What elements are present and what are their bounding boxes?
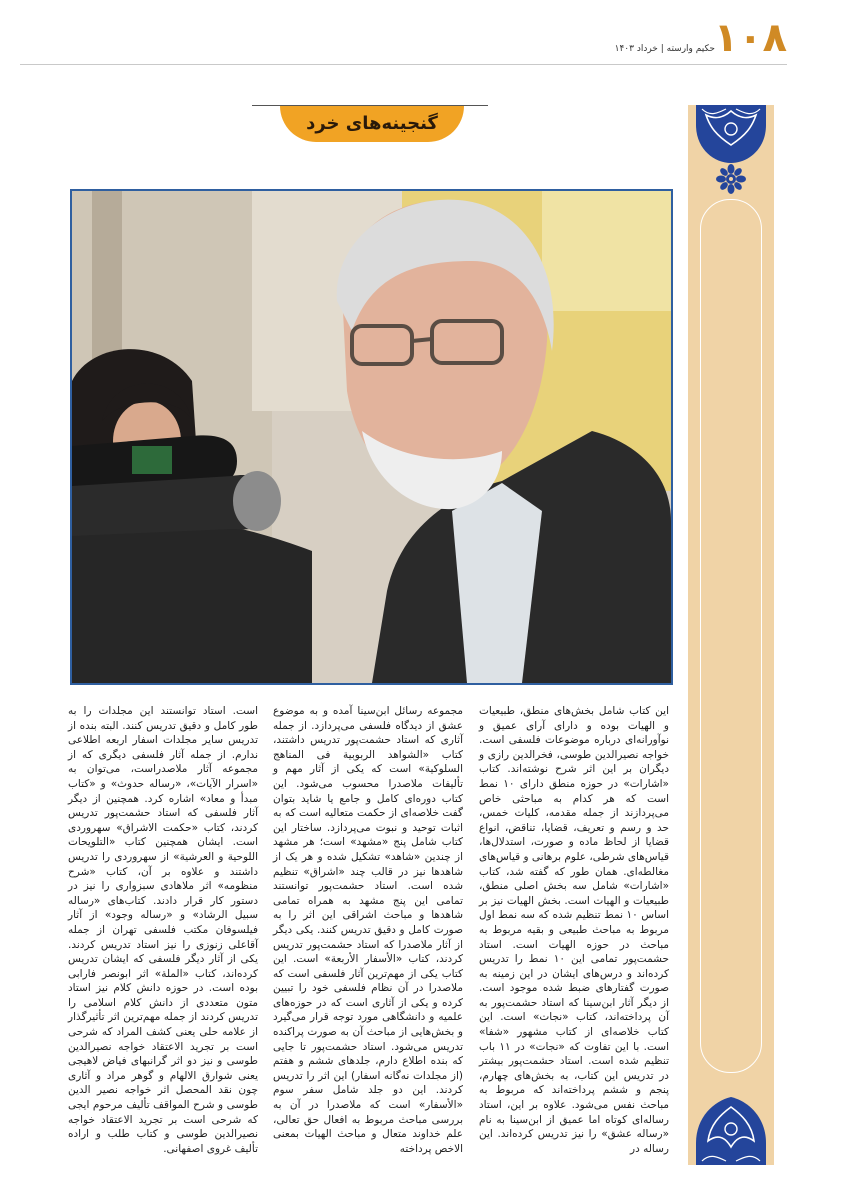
arabesque-ornament-icon (696, 105, 766, 165)
strip-frame (700, 199, 762, 1073)
ornamental-side-strip (688, 105, 774, 1165)
section-title: گنجینه‌های خرد (280, 106, 464, 142)
rosette-icon (715, 163, 747, 195)
article-column-right (479, 704, 669, 1155)
article-photo (70, 189, 673, 685)
magazine-info: حکیم وارسته | خرداد ۱۴۰۳ (614, 44, 715, 54)
arabesque-ornament-icon (696, 1095, 766, 1165)
article-paragraph: است. استاد توانستند این مجلدات را به طور کامل و دقیق تدریس کنند. البته بنده از تدریس سایر مجلدات اسفار اربعه اطلاعی ندارم. از جمله آثار فلسفی دیگری که از مجموعه آثار ملاصدراست، می‌توان به «اسرار الآیات»، «رساله حدوث» و «کتاب مبدأ و معاد» اشاره کرد. همچنین از دیگر آثار فلسفی که استاد حشمت‌پور تدریس کردند، کتاب «حکمت الاشراق» سهروردی است. ایشان همچنین کتاب «التلویحات اللوحیة و العرشیة» از سهروردی را تدریس داشتند و علاوه بر آن، کتاب «شرح منظومه» اثر ملاهادی سبزواری را نیز در دستور کار قرار دادند. کتاب‌های «رساله سبیل الرشاد» و «رساله وجود» از آثار فیلسوفان مکتب فلسفی تهران از جمله آقاعلی زنوزی را نیز استاد تدریس کردند. یکی از آثار دیگر فلسفی که ایشان تدریس کرده‌اند، کتاب «الملة» اثر ابونصر فارابی بوده است. در حوزه دانش کلام نیز استاد متون متعددی از دانش کلام اسلامی را تدریس کردند از جمله مهم‌ترین اثر تأثیرگذار از علامه حلی یعنی کشف المراد که شرحی است بر تجرید الاعتقاد خواجه نصیرالدین طوسی و نیز دو اثر گرانبهای فیاض لاهیجی یعنی شوارق الالهام و گوهر مراد و آثاری چون نقد المحصل اثر خواجه نصیر الدین طوسی و شرح المواقف تألیف مرحوم ایجی که شرحی است بر تجرید الاعتقاد خواجه نصیرالدین طوسی و کتاب طلب و اراده تألیف غروی اصفهانی. (68, 705, 258, 1155)
photo-illustration (72, 191, 671, 683)
article-paragraph: مجموعه رسائل ابن‌سینا آمده و به موضوع عشق از دیدگاه فلسفی می‌پردازد. از جمله آثاری که استاد حشمت‌پور تدریس داشتند، کتاب «الشواهد الربوبیة فی المناهج السلوکیة» است که یکی از آثار مهم و تألیفات ملاصدرا محسوب می‌شود. این کتاب دوره‌ای کامل و جامع یا شاید بتوان گفت خلاصه‌ای از حکمت متعالیه است که به اثبات توحید و نبوت می‌پردازد. ساختار این کتاب شامل پنج «مشهد» است؛ هر مشهد از چندین «شاهد» تشکیل شده و هر یک از شاهدها نیز در قالب چند «اشراق» تنظیم شده است. استاد حشمت‌پور توانستند تمامی این پنج مشهد به همراه تمامی شاهدها و مباحث اشراقی این اثر را به صورت کامل و دقیق تدریس کنند. یکی دیگر از آثار ملاصدرا که استاد حشمت‌پور تدریس کردند، کتاب «الأسفار الأربعة» است. این کتاب یکی از مهم‌ترین آثار فلسفی است که ملاصدرا در آن نظام فلسفی خود را تبیین کرده و یکی از آثاری است که در حوزه‌های علمیه و دانشگاهی مورد توجه قرار می‌گیرد و بخش‌هایی از مباحث آن به صورت پراکنده تدریس می‌شود. استاد حشمت‌پور تا جایی که بنده اطلاع دارم، جلدهای ششم و هفتم (از مجلدات نه‌گانه اسفار) این اثر را تدریس کردند. این دو جلد شامل سفر سوم «الأسفار» است که ملاصدرا در آن به بررسی مباحث مربوط به افعال حق تعالی، علم خداوند متعال و مباحث الهیات بمعنی الاخص پرداخته (273, 705, 463, 1155)
header-divider (20, 64, 787, 65)
article-paragraph: این کتاب شامل بخش‌های منطق، طبیعیات و الهیات بوده و دارای آرای عمیق و نوآورانه‌ای درباره موضوعات فلسفی است. خواجه نصیرالدین طوسی، فخرالدین رازی و دیگران بر این اثر شرح نوشته‌اند. کتاب «اشارات» در حوزه منطق دارای ۱۰ نمط است که هر کدام به مباحثی خاص می‌پردازند از جمله مقدمه، کلیات خمس، حد و رسم و تعریف، قضایا، تناقض، انواع قضایا از لحاظ ماده و صورت، استدلال‌ها، قیاس‌های شرطی، علوم برهانی و قیاس‌های مغالطه‌ای. همان طور که گفته شد، کتاب «اشارات» شامل سه بخش اصلی منطق، طبیعیات و الهیات است. بخش الهیات نیز بر اساس ۱۰ نمط تنظیم شده که سه نمط اول مربوط به مباحث طبیعی و بقیه مربوط به مباحث در حوزه الهیات است. استاد حشمت‌پور تمامی این ۱۰ نمط را تدریس کرده‌اند و درس‌های ایشان در این زمینه به صورت گفتارهای ضبط شده موجود است. از دیگر آثار ابن‌سینا که استاد حشمت‌پور به آن پرداخته‌اند، کتاب «نجات» است. این کتاب خلاصه‌ای از کتاب مشهور «شفا» است. با این تفاوت که «نجات» در ۱۱ باب تنظیم شده است. استاد حشمت‌پور بیشتر در تدریس این کتاب، به بخش‌های چهارم، پنجم و ششم پرداخته‌اند که مربوط به مباحث نفس می‌شود. علاوه بر این، استاد رساله‌ای کوتاه اما عمیق از ابن‌سینا به نام «رساله عشق» را نیز تدریس کرده‌اند. این رساله در (479, 705, 669, 1155)
article-column-left (68, 704, 258, 1155)
article-column-middle (273, 704, 463, 1155)
page-number: ۱۰۸ (713, 15, 787, 61)
